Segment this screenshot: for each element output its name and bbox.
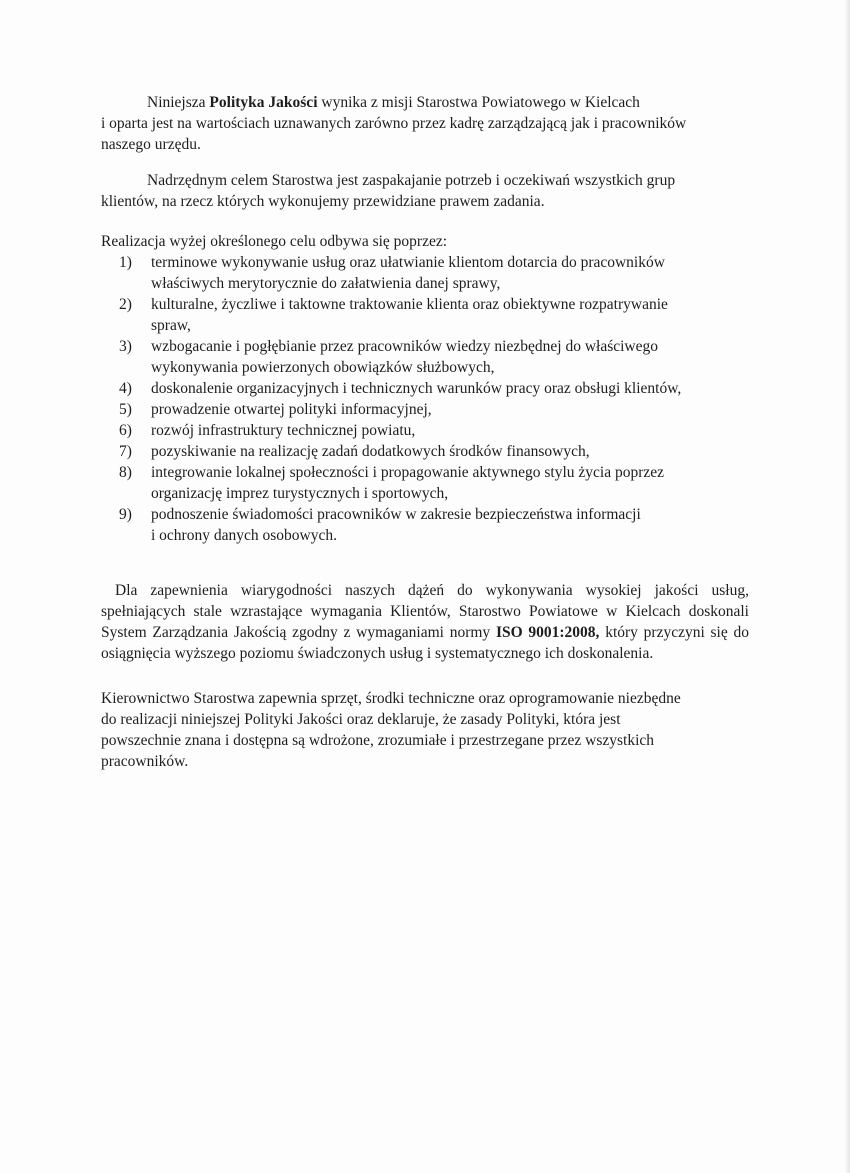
- list-item-number: [101, 336, 151, 357]
- list-item-number-text: 2): [119, 296, 132, 313]
- list-item-number-text: 3): [119, 338, 132, 355]
- paragraph5-line4: pracowników.: [101, 753, 189, 770]
- paragraph-management: [101, 688, 741, 772]
- list-item-text: [151, 294, 741, 336]
- paragraph-goal: [101, 170, 741, 212]
- list-item-text: [151, 336, 741, 378]
- list-item-line1: kulturalne, życzliwe i taktowne traktowanie klienta oraz obiektywne rozpatrywanie: [151, 296, 668, 313]
- list-item-number-text: 5): [119, 401, 132, 418]
- list-item-number: [101, 399, 151, 420]
- list-item-line1: integrowanie lokalnej społeczności i propagowanie aktywnego stylu życia poprzez: [151, 464, 665, 481]
- paragraph5-line1: Kierownictwo Starostwa zapewnia sprzęt, środki techniczne oraz oprogramowanie niezbędne: [101, 690, 681, 707]
- list-item-number: [101, 504, 151, 525]
- list-item-number: [101, 294, 151, 315]
- paragraph-mission: [101, 92, 781, 155]
- list-item-number-text: 4): [119, 380, 132, 397]
- list-intro: Realizacja wyżej określonego celu odbywa się poprzez:: [101, 233, 448, 250]
- list-item-text: [151, 462, 741, 504]
- scan-edge-shadow: [844, 0, 850, 1173]
- list-item: [101, 252, 741, 294]
- list-item: [101, 336, 741, 378]
- list-item-line1: pozyskiwanie na realizację zadań dodatkowych środków finansowych,: [151, 443, 590, 460]
- paragraph1-line2: i oparta jest na wartościach uznawanych zarówno przez kadrę zarządzającą jak i pracowników: [101, 115, 687, 132]
- iso-standard-bold: ISO 9001:2008,: [495, 624, 600, 641]
- paragraph4-text-end: który przyczyni się do osiągnięcia wyższego poziomu świadczonych usług i systematycznego ich doskonalenia.: [101, 624, 749, 662]
- list-item-text: [151, 504, 741, 546]
- list-item: [101, 294, 741, 336]
- list-item-number-text: 9): [119, 506, 132, 523]
- list-item-line1: doskonalenie organizacyjnych i technicznych warunków pracy oraz obsługi klientów,: [151, 380, 682, 397]
- list-item-number: [101, 420, 151, 441]
- paragraph2-line2: klientów, na rzecz których wykonujemy przewidziane prawem zadania.: [101, 193, 545, 210]
- list-item: [101, 462, 741, 504]
- list-item-text: [151, 252, 741, 294]
- quality-policy-bold: Polityka Jakości: [209, 94, 318, 111]
- list-item: [101, 504, 741, 546]
- list-item-number-text: 8): [119, 464, 132, 481]
- list-item-number-text: 7): [119, 443, 132, 460]
- list-item-text: [151, 399, 741, 420]
- list-item-number: [101, 441, 151, 462]
- paragraph4-text-start: Dla zapewnienia wiarygodności naszych dążeń do wykonywania wysokiej jakości usług, spełniających stale wzrastające wymagania Klientów, Starostwo Powiatowe w Kielcach doskonali System Zarządzania Jakością zgodny z wymaganiami normy: [101, 582, 749, 641]
- paragraph1-text-end: wynika z misji Starostwa Powiatowego w Kielcach: [317, 94, 640, 111]
- list-item-line2: spraw,: [151, 317, 191, 334]
- list-item-line2: organizację imprez turystycznych i sportowych,: [151, 485, 449, 502]
- paragraph-iso: [101, 580, 749, 664]
- paragraph5-line2: do realizacji niniejszej Polityki Jakości oraz deklaruje, że zasady Polityki, która jest: [101, 711, 621, 728]
- paragraph1-line3: naszego urzędu.: [101, 136, 201, 153]
- list-item-number-text: 6): [119, 422, 132, 439]
- list-item-text: [151, 420, 741, 441]
- list-item-number: [101, 378, 151, 399]
- list-item-number-text: 1): [119, 254, 132, 271]
- list-item: [101, 441, 741, 462]
- list-item-line1: terminowe wykonywanie usług oraz ułatwianie klientom dotarcia do pracowników: [151, 254, 665, 271]
- list-item-line2: właściwych merytorycznie do załatwienia danej sprawy,: [151, 275, 501, 292]
- list-item: [101, 378, 741, 399]
- list-item-line1: wzbogacanie i pogłębianie przez pracowników wiedzy niezbędnej do właściwego: [151, 338, 658, 355]
- list-item-line1: podnoszenie świadomości pracowników w zakresie bezpieczeństwa informacji: [151, 506, 641, 523]
- list-item: [101, 420, 741, 441]
- list-item-line1: rozwój infrastruktury technicznej powiatu,: [151, 422, 416, 439]
- list-item-number: [101, 252, 151, 273]
- list-item-line2: wykonywania powierzonych obowiązków służbowych,: [151, 359, 495, 376]
- list-item-text: [151, 378, 741, 399]
- list-item: [101, 399, 741, 420]
- list-item-number: [101, 462, 151, 483]
- list-item-line2: i ochrony danych osobowych.: [151, 527, 337, 544]
- goal-list: [101, 252, 741, 546]
- list-item-text: [151, 441, 741, 462]
- paragraph5-line3: powszechnie znana i dostępna są wdrożone, zrozumiałe i przestrzegane przez wszystkich: [101, 732, 655, 749]
- paragraph2-line1: Nadrzędnym celem Starostwa jest zaspakajanie potrzeb i oczekiwań wszystkich grup: [147, 172, 676, 189]
- list-item-line1: prowadzenie otwartej polityki informacyjnej,: [151, 401, 432, 418]
- paragraph1-text-start: Niniejsza: [147, 94, 210, 111]
